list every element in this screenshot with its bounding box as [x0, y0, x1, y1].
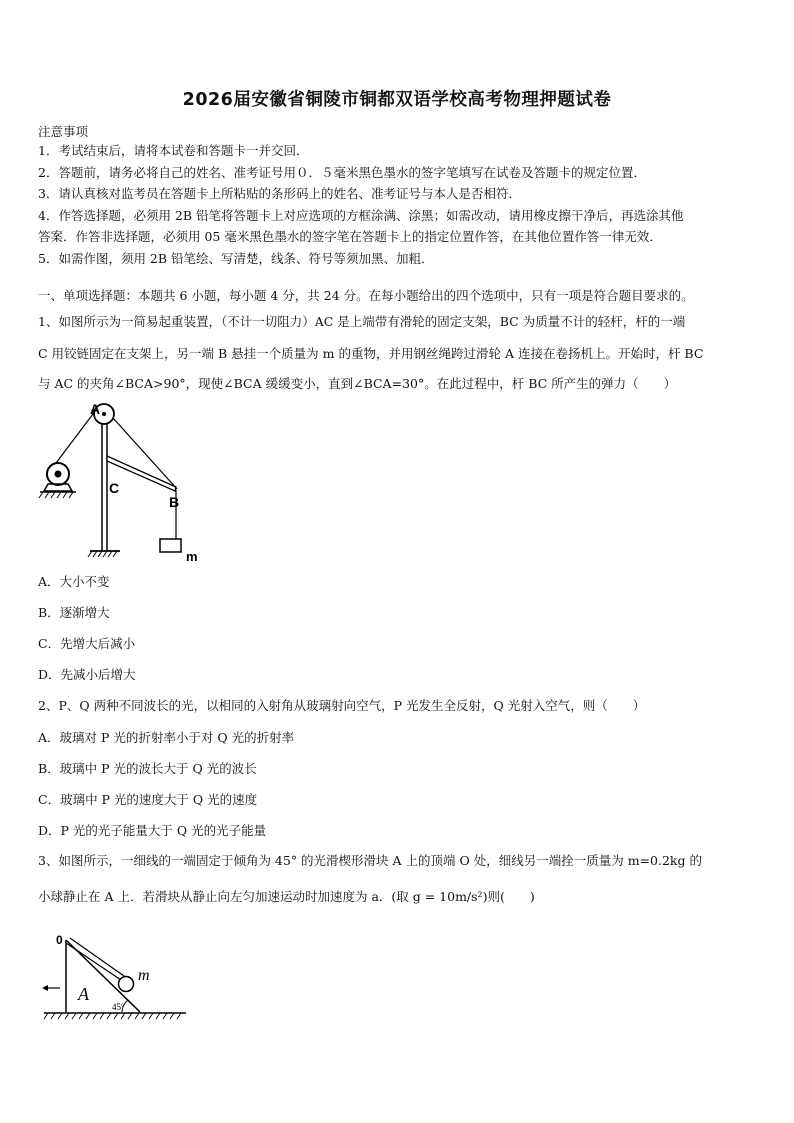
- q1-line3: 与 AC 的夹角∠BCA>90°，现使∠BCA 缓缓变小，直到∠BCA=30°。在此过程中，杆 BC 所产生的弹力（ ）: [38, 376, 677, 391]
- label-o: 0: [56, 933, 63, 947]
- notes-heading: 注意事项: [38, 124, 89, 139]
- notes-list: [38, 140, 758, 269]
- note-item: 3．请认真核对监考员在答题卡上所粘贴的条形码上的姓名、准考证号与本人是否相符．: [38, 186, 521, 201]
- q1-option-a: A．大小不变: [38, 574, 110, 589]
- q2-option-d: D．P 光的光子能量大于 Q 光的光子能量: [38, 823, 267, 838]
- note-item: 答案．作答非选择题，必须用 05 毫米黑色墨水的签字笔在答题卡上的指定位置作答，在其他位置作答一律无效．: [38, 229, 662, 244]
- q1-line1: 1、如图所示为一简易起重装置，（不计一切阻力）AC 是上端带有滑轮的固定支架，BC 为质量不计的轻杆，杆的一端: [38, 314, 686, 329]
- label-m: m: [186, 549, 198, 564]
- note-item: 1．考试结束后，请将本试卷和答题卡一并交回．: [38, 143, 309, 158]
- label-angle: 45°: [112, 1002, 125, 1012]
- note-item: 4．作答选择题，必须用 2B 铅笔将答题卡上对应选项的方框涂满、涂黑；如需改动，请用橡皮擦干净后，再选涂其他: [38, 207, 684, 223]
- q1-crane-figure: [34, 398, 214, 570]
- q2-option-b: B．玻璃中 P 光的波长大于 Q 光的波长: [38, 761, 257, 776]
- label-c: C: [109, 480, 120, 496]
- label-a: A: [90, 401, 101, 417]
- q1-option-c: C．先增大后减小: [38, 636, 136, 651]
- q1-line2: C 用铰链固定在支架上，另一端 B 悬挂一个质量为 m 的重物，并用钢丝绳跨过滑轮 A 连接在卷扬机上。开始时，杆 BC: [38, 346, 704, 361]
- label-a: A: [78, 984, 89, 1004]
- section-heading: 一、单项选择题：本题共 6 小题，每小题 4 分，共 24 分。在每小题给出的四个选项中，只有一项是符合题目要求的。: [38, 288, 694, 303]
- q3-line1: 3、如图所示，一细线的一端固定于倾角为 45° 的光滑楔形滑块 A 上的顶端 O 处，细线另一端拴一质量为 m=0.2kg 的: [38, 853, 702, 868]
- q1-option-b: B．逐渐增大: [38, 605, 110, 620]
- page-title: 2026届安徽省铜陵市铜都双语学校高考物理押题试卷: [182, 90, 612, 110]
- q2-option-c: C．玻璃中 P 光的速度大于 Q 光的速度: [38, 792, 258, 807]
- label-b: B: [169, 494, 180, 510]
- note-item: 5．如需作图，须用 2B 铅笔绘、写清楚，线条、符号等须加黑、加粗．: [38, 250, 434, 266]
- q3-wedge-figure: [36, 928, 192, 1032]
- q2-stem: 2、P、Q 两种不同波长的光，以相同的入射角从玻璃射向空气，P 光发生全反射，Q 光射入空气，则（ ）: [38, 698, 646, 713]
- q1-option-d: D．先减小后增大: [38, 667, 136, 682]
- note-item: 2．答题前，请务必将自己的姓名、准考证号用０．５毫米黑色墨水的签字笔填写在试卷及答题卡的规定位置．: [38, 164, 646, 180]
- q2-option-a: A．玻璃对 P 光的折射率小于对 Q 光的折射率: [38, 730, 295, 745]
- label-m: m: [138, 967, 150, 984]
- q3-line2: 小球静止在 A 上．若滑块从静止向左匀加速运动时加速度为 a．(取 g = 10m/s²)则( ): [38, 889, 535, 904]
